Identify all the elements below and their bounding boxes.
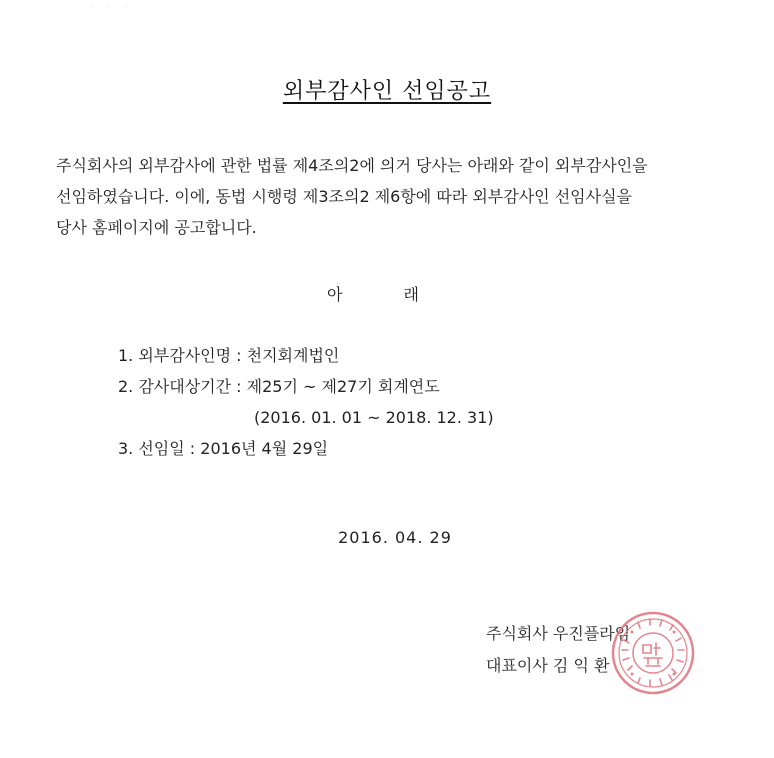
ceo-name: 대표이사 김 익 환	[486, 656, 610, 675]
paragraph-line: 당사 홈페이지에 공고합니다.	[56, 218, 257, 237]
paragraph-line: 선임하였습니다. 이에, 동법 시행령 제3조의2 제6항에 따라 외부감사인 선임사실을	[56, 187, 632, 206]
notice-title	[0, 74, 774, 105]
notice-title-text: 외부감사인 선임공고	[282, 79, 492, 104]
company-seal-stamp	[610, 610, 696, 696]
notice-date: 2016. 04. 29	[338, 528, 452, 547]
signature-block	[486, 618, 630, 682]
notice-paragraph	[56, 150, 736, 243]
paragraph-line: 주식회사의 외부감사에 관한 법률 제4조의2에 의거 당사는 아래와 같이 외부감사인을	[56, 156, 648, 175]
detail-item-auditor: 1. 외부감사인명 : 천지회계법인	[118, 346, 340, 365]
detail-item-appointment-date: 3. 선임일 : 2016년 4월 29일	[118, 439, 329, 458]
company-name: 주식회사 우진플라임	[486, 624, 631, 643]
below-heading: 아 래	[327, 285, 447, 304]
detail-list	[118, 340, 494, 464]
scan-specks: · · ·	[90, 2, 133, 11]
detail-item-period: 2. 감사대상기간 : 제25기 ~ 제27기 회계연도	[118, 377, 440, 396]
detail-item-period-dates: (2016. 01. 01 ~ 2018. 12. 31)	[254, 408, 494, 427]
